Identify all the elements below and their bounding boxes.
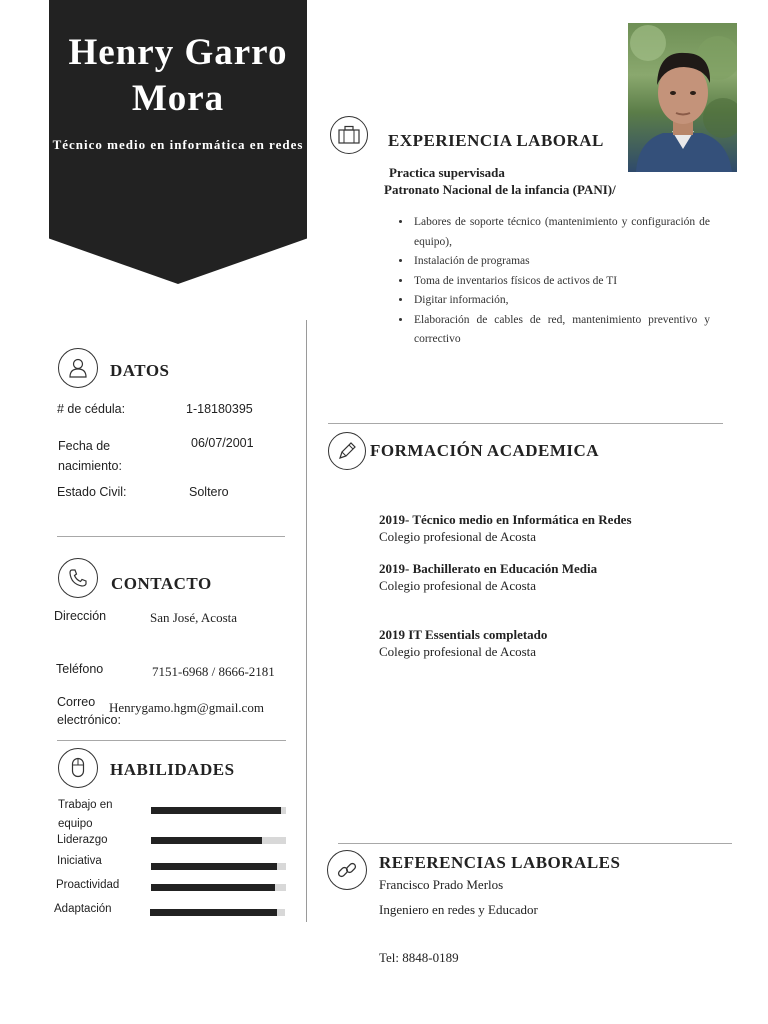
phone-label: Teléfono [56,662,104,676]
skill-label-line-2: equipo [58,818,93,830]
datos-title: DATOS [110,361,170,380]
duty-item: • Toma de inventarios físicos de activos de TI [412,272,710,292]
email-value[interactable]: Henrygamo.hgm@gmail.com [109,700,264,715]
education-school: Colegio profesional de Acosta [379,644,537,659]
education-item [379,510,632,547]
skill-label: Proactividad [56,879,120,891]
column-divider [306,320,307,922]
skill-bar [151,837,286,844]
skill-label: Adaptación [54,903,112,915]
reference-phone: Tel: 8848-0189 [379,950,459,965]
section-divider [57,536,285,537]
reference-name: Francisco Prado Merlos [379,877,504,892]
candidate-role: Técnico medio en informática en redes [52,137,304,152]
cedula-value: 1-18180395 [186,402,253,416]
duty-item: • Labores de soporte técnico (mantenimiento y configuración de equipo), [412,213,710,252]
briefcase-icon [330,116,368,154]
name-line-2: Mora [131,78,225,119]
education-item [379,559,597,596]
skill-bar [151,807,286,814]
experience-position: Practica supervisada [389,165,505,180]
habilidades-title: HABILIDADES [110,760,235,779]
education-school: Colegio profesional de Acosta [379,578,537,593]
skill-bar-fill [151,863,277,870]
education-school: Colegio profesional de Acosta [379,529,537,544]
section-divider [328,423,723,424]
skill-label [58,796,113,834]
duty-item: • Digitar información, [412,291,710,311]
experience-company: Patronato Nacional de la infancia (PANI)/ [384,182,616,197]
experience-duties [388,213,710,350]
skill-bar [150,909,285,916]
estado-civil-label: Estado Civil: [57,485,127,499]
fecha-label-line-1: Fecha de [58,439,111,453]
contacto-title: CONTACTO [111,574,212,593]
skill-bar-fill [151,884,275,891]
pencil-icon [328,432,366,470]
fecha-value: 06/07/2001 [191,436,254,450]
cedula-label: # de cédula: [57,402,126,416]
fecha-label [58,436,122,476]
address-label: Dirección [54,609,107,623]
name-line-1: Henry Garro [68,32,288,73]
mouse-icon [58,748,98,788]
skill-bar [151,863,286,870]
profile-photo-illustration [628,23,737,172]
skill-bar-fill [151,837,262,844]
experience-title: EXPERIENCIA LABORAL [388,131,604,150]
candidate-name [49,30,307,122]
link-icon [327,850,367,890]
skill-bar-fill [150,909,277,916]
skill-label: Iniciativa [57,855,102,867]
phone-value: 7151-6968 / 8666-2181 [152,664,275,679]
skill-label-line-1: Trabajo en [58,799,113,811]
skill-bar [151,884,286,891]
reference-role: Ingeniero en redes y Educador [379,902,538,917]
education-degree: 2019- Técnico medio en Informática en Redes [379,512,632,527]
skill-bar-fill [151,807,281,814]
skill-label: Liderazgo [57,834,108,846]
phone-icon [58,558,98,598]
education-degree: 2019 IT Essentials completado [379,627,548,642]
duty-item: • Instalación de programas [412,252,710,272]
email-label-line-1: Correo [57,695,96,709]
profile-photo [628,23,737,172]
duty-item: • Elaboración de cables de red, mantenimiento preventivo y correctivo [412,311,710,350]
education-degree: 2019- Bachillerato en Educación Media [379,561,598,576]
education-item [379,625,547,662]
section-divider [338,843,732,844]
education-title: FORMACIÓN ACADEMICA [370,441,600,460]
section-divider [57,740,286,741]
user-icon [58,348,98,388]
address-value: San José, Acosta [150,610,238,625]
estado-civil-value: Soltero [189,485,229,499]
email-label-line-2: electrónico: [57,713,121,727]
references-title: REFERENCIAS LABORALES [379,853,621,872]
fecha-label-line-2: nacimiento: [58,459,122,473]
